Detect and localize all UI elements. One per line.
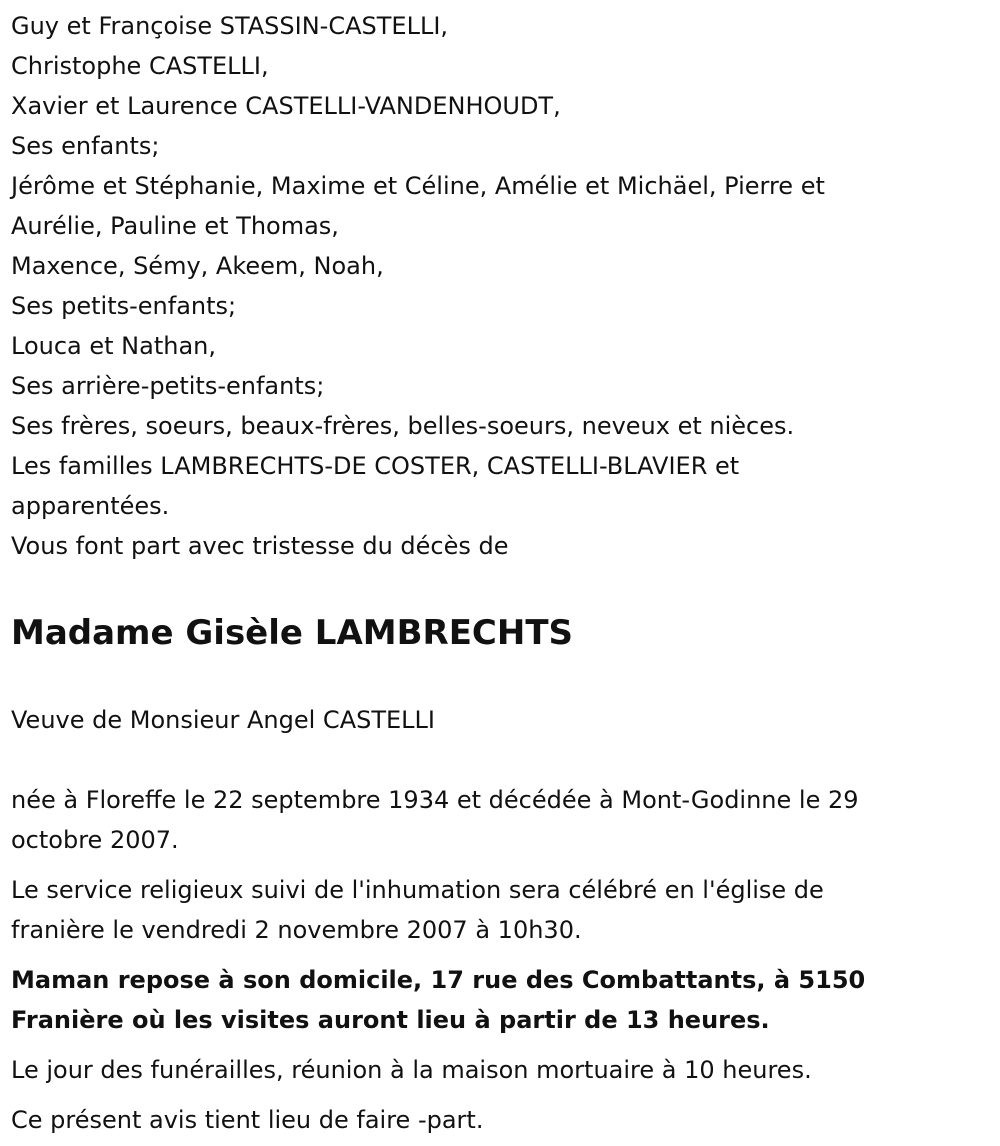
family-line: Ses frères, soeurs, beaux-frères, belles-soeurs, neveux et nièces.	[11, 412, 795, 440]
service-line: franière le vendredi 2 novembre 2007 à 10h30.	[11, 916, 582, 944]
family-line: Louca et Nathan,	[11, 332, 217, 360]
funeral-day-paragraph: Le jour des funérailles, réunion à la maison mortuaire à 10 heures.	[11, 1056, 812, 1084]
family-line: Xavier et Laurence CASTELLI-VANDENHOUDT,	[11, 92, 561, 120]
family-line: Vous font part avec tristesse du décès de	[11, 532, 509, 560]
family-line: Christophe CASTELLI,	[11, 52, 269, 80]
family-line: Les familles LAMBRECHTS-DE COSTER, CASTELLI-BLAVIER et	[11, 452, 740, 480]
family-line: Ses arrière-petits-enfants;	[11, 372, 325, 400]
visits-line: Franière où les visites auront lieu à partir de 13 heures.	[11, 1006, 770, 1034]
widow-of: Veuve de Monsieur Angel CASTELLI	[11, 706, 435, 734]
birth-death-line: née à Floreffe le 22 septembre 1934 et décédée à Mont-Godinne le 29	[11, 786, 859, 814]
family-line: Aurélie, Pauline et Thomas,	[11, 212, 339, 240]
family-line: Maxence, Sémy, Akeem, Noah,	[11, 252, 384, 280]
birth-death-line: octobre 2007.	[11, 826, 179, 854]
visits-line: Maman repose à son domicile, 17 rue des Combattants, à 5150	[11, 966, 866, 994]
family-line: Jérôme et Stéphanie, Maxime et Céline, Amélie et Michäel, Pierre et	[11, 172, 825, 200]
family-line: Guy et Françoise STASSIN-CASTELLI,	[11, 12, 449, 40]
visits-paragraph	[11, 960, 1000, 1040]
notice-paragraph: Ce présent avis tient lieu de faire -part.	[11, 1106, 484, 1134]
birth-death-paragraph	[11, 780, 1000, 860]
service-line: Le service religieux suivi de l'inhumation sera célébré en l'église de	[11, 876, 824, 904]
family-line: Ses petits-enfants;	[11, 292, 237, 320]
family-list	[11, 0, 1000, 566]
deceased-name: Madame Gisèle LAMBRECHTS	[11, 613, 574, 653]
family-line: apparentées.	[11, 492, 170, 520]
service-paragraph	[11, 870, 1000, 950]
family-line: Ses enfants;	[11, 132, 160, 160]
